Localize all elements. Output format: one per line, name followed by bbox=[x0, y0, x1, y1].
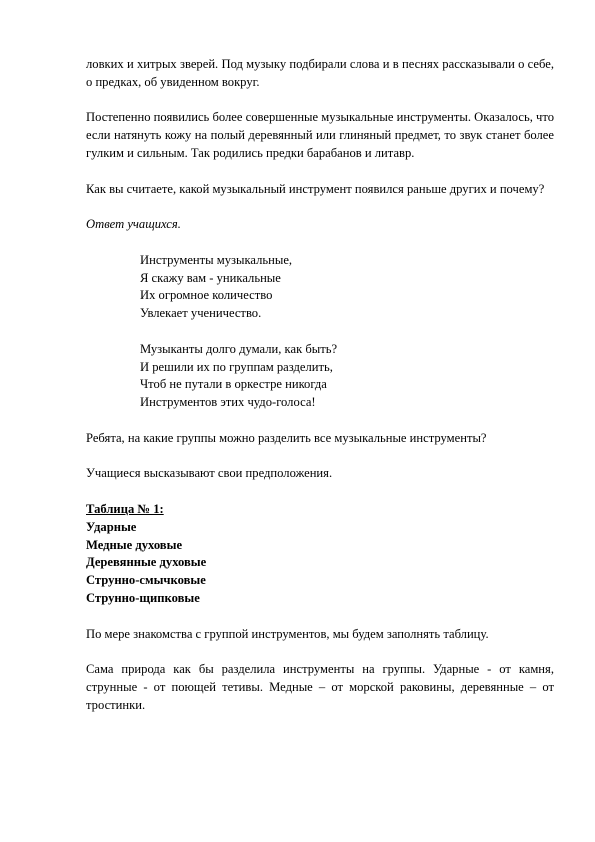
poem-line: Их огромное количество bbox=[140, 288, 273, 303]
students-suggestions: Учащиеся высказывают свои предположения. bbox=[86, 466, 333, 481]
poem-line: Инструменты музыкальные, bbox=[140, 252, 293, 267]
instrument-group: Деревянные духовые bbox=[86, 555, 207, 570]
poem-line: Инструментов этих чудо-голоса! bbox=[140, 395, 316, 410]
poem-line: Чтоб не путали в оркестре никогда bbox=[140, 377, 327, 392]
paragraph-nature: Сама природа как бы разделила инструменты на группы. Ударные - от камня, струнные - от поющей тетивы. Медные – от морской раковины, деревянные – от тростинки. bbox=[86, 662, 554, 712]
instrument-group: Струнно-щипковые bbox=[86, 590, 200, 605]
question-groups: Ребята, на какие группы можно разделить все музыкальные инструменты? bbox=[86, 430, 487, 445]
poem-stanza-1 bbox=[86, 252, 554, 323]
question-first-instrument: Как вы считаете, какой музыкальный инструмент появился раньше других и почему? bbox=[86, 181, 545, 196]
poem-line: И решили их по группам разделить, bbox=[140, 359, 333, 374]
instrument-group: Медные духовые bbox=[86, 537, 183, 552]
document-page bbox=[86, 56, 554, 714]
poem-stanza-2 bbox=[86, 341, 554, 412]
paragraph-fill-table: По мере знакомства с группой инструментов, мы будем заполнять таблицу. bbox=[86, 626, 489, 641]
paragraph-instruments: Постепенно появились более совершенные музыкальные инструменты. Оказалось, что если натянуть кожу на полый деревянный или глиняный предмет, то звук станет более гулким и сильным. Так родились предки барабанов и литавр. bbox=[86, 110, 554, 160]
poem-line: Увлекает ученичество. bbox=[140, 306, 262, 321]
poem-line: Музыканты долго думали, как быть? bbox=[140, 341, 338, 356]
paragraph-intro: ловких и хитрых зверей. Под музыку подбирали слова и в песнях рассказывали о себе, о предках, об увиденном вокруг. bbox=[86, 57, 554, 89]
poem-line: Я скажу вам - уникальные bbox=[140, 270, 281, 285]
table-title: Таблица № 1: bbox=[86, 501, 164, 516]
students-answer-note: Ответ учащихся. bbox=[86, 217, 181, 232]
instrument-group: Струнно-смычковые bbox=[86, 573, 206, 588]
instrument-group: Ударные bbox=[86, 519, 137, 534]
